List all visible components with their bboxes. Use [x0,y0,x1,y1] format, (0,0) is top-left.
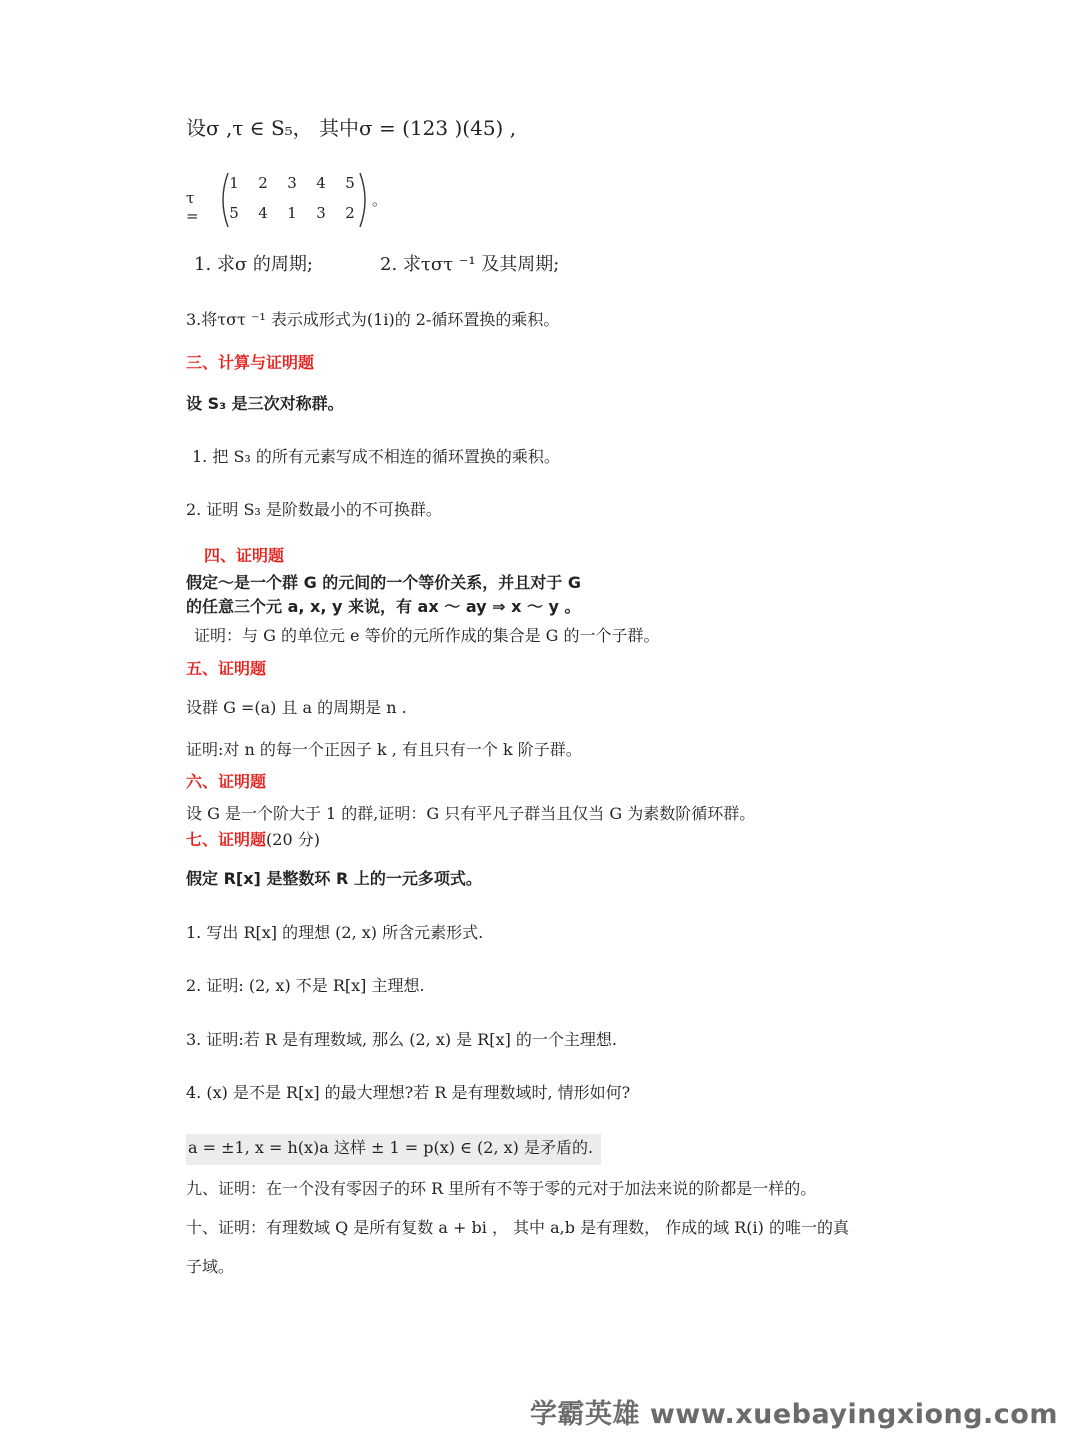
section-4-line-3: 证明：与 G 的单位元 e 等价的元所作成的集合是 G 的一个子群。 [194,626,660,645]
section-7-item-1: 1. 写出 R[x] 的理想 (2, x) 所含元素形式. [186,923,484,942]
section-3-heading: 三、计算与证明题 [186,353,315,372]
section-10-line-2: 子域。 [186,1257,235,1276]
section-4-heading: 四、证明题 [204,546,285,565]
highlighted-answer: a = ±1, x = h(x)a 这样 ± 1 = p(x) ∈ (2, x) 是矛盾的. [186,1134,601,1165]
footer-watermark: 学霸英雄 www.xuebayingxiong.com [529,1399,1058,1430]
section-3-intro: 设 S₃ 是三次对称群。 [186,394,344,413]
matrix-cell: 4 [316,174,326,192]
matrix-cell: 3 [287,174,297,192]
section-5-line-1: 设群 G =(a) 且 a 的周期是 n . [186,698,407,717]
matrix-cell: 3 [316,204,326,222]
task-3: 3.将τστ ⁻¹ 表示成形式为(1i)的 2-循环置换的乘积。 [186,310,560,329]
section-5-heading: 五、证明题 [186,659,267,678]
matrix-label: τ = [186,189,199,225]
section-7-item-2: 2. 证明: (2, x) 不是 R[x] 主理想. [186,976,425,995]
section-3-item-1: 1. 把 S₃ 的所有元素写成不相连的循环置换的乘积。 [192,447,560,466]
matrix-cell: 5 [229,204,239,222]
section-7-intro: 假定 R[x] 是整数环 R 上的一元多项式。 [186,869,482,888]
section-7-heading-row [186,830,320,849]
problem-intro: 设σ ,τ ∈ S₅， 其中σ = (123 )(45) , [186,116,517,140]
section-7-item-3: 3. 证明:若 R 是有理数域, 那么 (2, x) 是 R[x] 的一个主理想. [186,1030,617,1049]
right-paren-icon [358,172,372,228]
section-7-heading: 七、证明题 [186,830,267,849]
section-7-item-4: 4. (x) 是不是 R[x] 的最大理想?若 R 是有理数域时, 情形如何? [186,1083,631,1102]
section-4-line-2: 的任意三个元 a, x, y 来说，有 ax ～ ay ⇒ x ～ y 。 [186,597,581,616]
section-6-heading: 六、证明题 [186,772,267,791]
section-7-points: (20 分) [266,830,320,849]
section-5-line-2: 证明:对 n 的每一个正因子 k , 有且只有一个 k 阶子群。 [186,740,582,759]
section-3-item-2: 2. 证明 S₃ 是阶数最小的不可换群。 [186,500,442,519]
matrix-cell: 1 [229,174,239,192]
section-4-line-1: 假定～是一个群 G 的元间的一个等价关系，并且对于 G [186,573,581,592]
matrix-cell: 2 [345,204,355,222]
task-2: 2. 求τστ ⁻¹ 及其周期; [380,254,560,275]
section-10-line-1: 十、证明：有理数域 Q 是所有复数 a + bi ， 其中 a,b 是有理数， 作成的域 R(i) 的唯一的真 [186,1218,849,1237]
matrix-cell: 5 [345,174,355,192]
matrix-cell: 4 [258,204,268,222]
section-9-line: 九、证明：在一个没有零因子的环 R 里所有不等于零的元对于加法来说的阶都是一样的。 [186,1179,817,1198]
section-6-line-1: 设 G 是一个阶大于 1 的群,证明：G 只有平凡子群当且仅当 G 为素数阶循环群。 [186,804,756,823]
task-1: 1. 求σ 的周期; [194,254,313,275]
matrix-end: 。 [372,191,388,209]
matrix-cell: 1 [287,204,297,222]
matrix-cell: 2 [258,174,268,192]
